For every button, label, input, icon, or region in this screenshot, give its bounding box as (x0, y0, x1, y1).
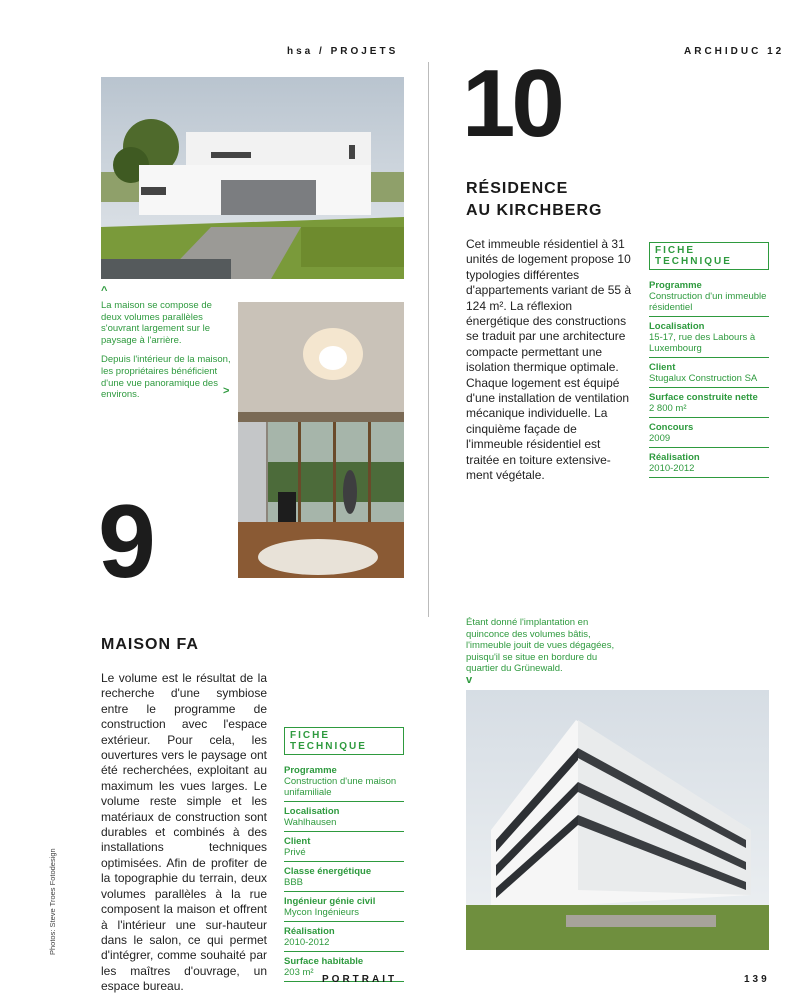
header-magazine-label: ARCHIDUC 12 (684, 46, 785, 57)
house-interior-photo (238, 302, 404, 578)
project-10-number: 10 (462, 50, 561, 157)
fiche-label: Surface construite nette (649, 392, 758, 403)
project-10-title-line-1: RÉSIDENCE (466, 180, 569, 197)
fiche-label: Client (284, 836, 311, 847)
fiche-value: Wahlhausen (284, 817, 337, 828)
house-exterior-photo (101, 77, 404, 279)
project-9-number: 9 (98, 484, 152, 600)
fiche-row (284, 802, 404, 832)
fiche-row (284, 832, 404, 862)
project-9-body: Le volume est le résultat de la recherche d'une symbiose entre le programme de construction avec l'espace extérieur. Pour cela, les ouvertures vers le paysage ont été recherchées, exploitant au maximum les vues larges. Le volume reste simple et les matériaux de construction sont durables et combinés à des installations techniques optimisées. Afin de profiter de la topographie du terrain, deux volumes parallèles à la rue composent la maison et offrent à l'intérieur une sur-hauteur dans le salon, ce qui permet d'intégrer, comme souhaité par les maîtres d'ouvrage, un espace bureau. (101, 671, 267, 994)
fiche-label: Localisation (649, 321, 705, 332)
caption-up-arrow-icon: ^ (101, 285, 108, 297)
caption-down-arrow-icon: v (466, 674, 473, 686)
fiche-row (649, 276, 769, 317)
caption-paragraph-2-text: Depuis l'intérieur de la maison, les propriétaires bénéficient d'une vue panoramique des environs. (101, 354, 231, 401)
fiche-label: Ingénieur génie civil (284, 896, 376, 907)
fiche-value: Construction d'une maison unifamiliale (284, 776, 397, 798)
fiche-label: Programme (649, 280, 702, 291)
fiche-row (649, 358, 769, 388)
caption-right-arrow-icon: > (223, 385, 230, 397)
fiche-value: Mycon Ingénieurs (284, 907, 359, 918)
fiche-row (284, 761, 404, 802)
project-10-title-line-2: AU KIRCHBERG (466, 202, 603, 219)
page-number: 139 (744, 974, 770, 985)
project-10-body: Cet immeuble résidentiel à 31 unités de logement propose 10 typologies différentes d'appartements variant de 55 à 124 m². La réflexion énergétique des constructions se traduit par une architecture compacte permettant une isolation thermique optimale. Chaque logement est équipé d'une installation de ventilation mécanique individuelle. La cinquième façade de l'immeuble résidentiel est traitée en toiture extensive-ment végétale. (466, 237, 632, 483)
photo-credit: Photos: Steve Troes Fotodesign (48, 848, 57, 955)
fiche-value: Privé (284, 847, 306, 858)
fiche-row (649, 448, 769, 478)
caption-paragraph-2 (101, 354, 231, 400)
fiche-value: 203 m² (284, 967, 314, 978)
fiche-value: BBB (284, 877, 304, 888)
fiche-title: FICHE TECHNIQUE (649, 242, 769, 270)
fiche-value: 2010-2012 (284, 937, 330, 948)
residence-building-photo (466, 690, 769, 950)
header-section-label: hsa / PROJETS (287, 46, 399, 57)
project-9-title: MAISON FA (101, 636, 199, 653)
fiche-row (284, 922, 404, 952)
fiche-row (649, 418, 769, 448)
fiche-label: Réalisation (284, 926, 335, 937)
fiche-row (649, 317, 769, 358)
caption-paragraph-1: La maison se compose de deux volumes parallèles s'ouvrant largement sur le paysage à l'arrière. (101, 300, 212, 346)
fiche-value: Construction d'un immeuble résidentiel (649, 291, 767, 313)
fiche-label: Réalisation (649, 452, 700, 463)
fiche-value: 2010-2012 (649, 463, 695, 474)
footer-section-label: PORTRAIT (322, 974, 398, 985)
fiche-value: 15-17, rue des Labours à Luxembourg (649, 332, 756, 354)
fiche-label: Localisation (284, 806, 340, 817)
column-divider (428, 62, 429, 617)
fiche-title: FICHE TECHNIQUE (284, 727, 404, 755)
fiche-row (649, 388, 769, 418)
project-9-fiche (284, 727, 404, 982)
fiche-label: Client (649, 362, 676, 373)
project-10-fiche (649, 242, 769, 478)
fiche-value: 2 800 m² (649, 403, 687, 414)
fiche-value: 2009 (649, 433, 671, 444)
fiche-label: Programme (284, 765, 337, 776)
residence-caption: Étant donné l'implantation en quinconce des volumes bâtis, l'immeuble jouit de vues dégagées, puisqu'il se situe en bordure du quartier du Grünewald. (466, 617, 615, 675)
fiche-value: Stugalux Construction SA (649, 373, 758, 384)
fiche-row (284, 862, 404, 892)
fiche-label: Classe énergétique (284, 866, 372, 877)
fiche-label: Concours (649, 422, 694, 433)
maison-fa-caption (101, 300, 231, 409)
fiche-label: Surface habitable (284, 956, 364, 967)
fiche-row (284, 892, 404, 922)
project-10-title (466, 178, 602, 222)
